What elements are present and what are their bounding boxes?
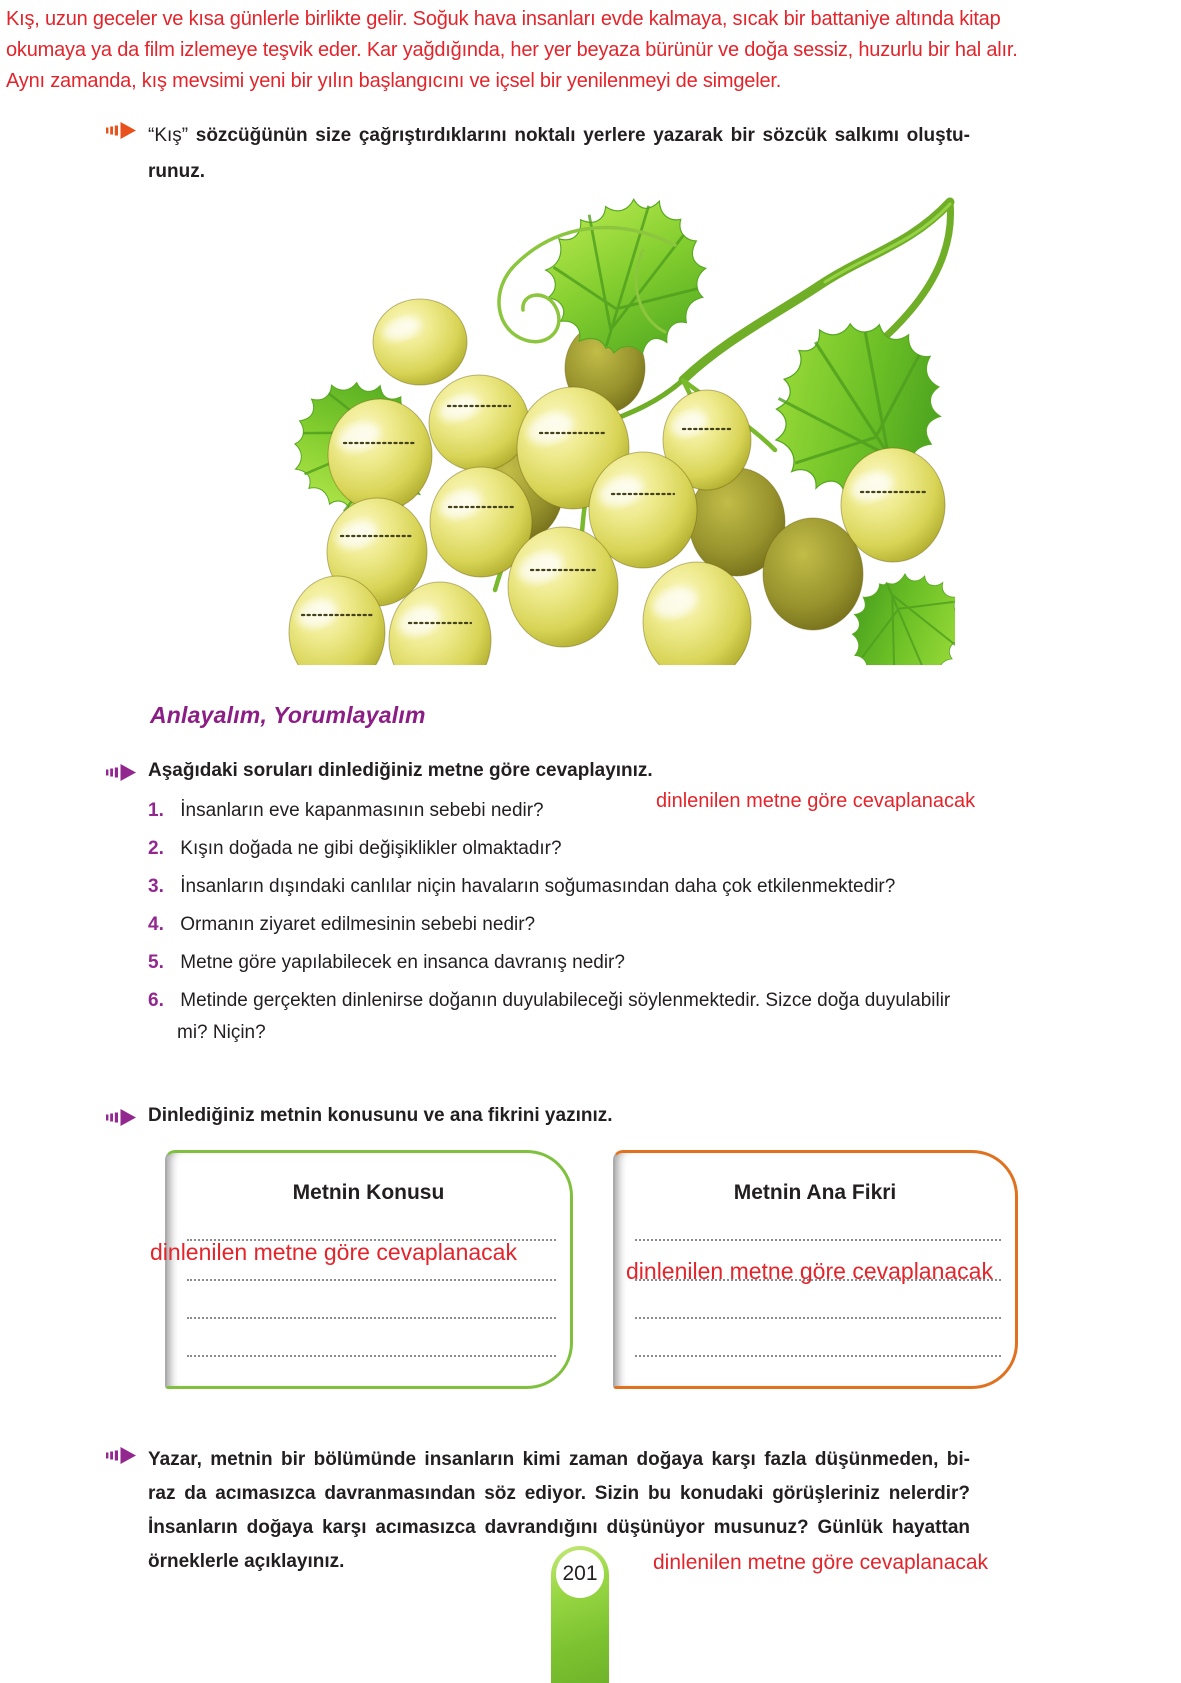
question-number: 2. <box>148 838 164 859</box>
questions-prompt: Aşağıdaki soruları dinlediğiniz metne göre cevaplayınız. <box>148 760 653 781</box>
question-text: İnsanların eve kapanmasının sebebi nedir? <box>180 800 544 821</box>
topic-boxes-prompt: Dinlediğiniz metnin konusunu ve ana fikrini yazınız. <box>148 1105 613 1126</box>
handwritten-annotation: dinlenilen metne göre cevaplanacak <box>656 790 976 812</box>
answer-dotted-line <box>187 1355 556 1357</box>
question-text: Metne göre yapılabilecek en insanca davranış nedir? <box>180 952 625 973</box>
question-text: Ormanın ziyaret edilmesinin sebebi nedir? <box>180 914 536 935</box>
grape-cluster-illustration <box>255 190 955 665</box>
answer-dotted-line <box>635 1355 1001 1357</box>
question-text: Metinde gerçekten dinlenirse doğanın duyulabileceği söylenmektedir. Sizce doğa duyulabilir <box>180 990 951 1011</box>
intro-paragraph <box>6 4 1178 97</box>
handwritten-annotation: dinlenilen metne göre cevaplanacak <box>653 1551 989 1574</box>
bullet-arrow-icon <box>106 764 138 781</box>
word-cluster-prompt: “Kış” sözcüğünün size çağrıştırdıklarını noktalı yerlere yazarak bir sözcük salkımı oluştu- runuz. <box>148 125 970 182</box>
answer-dotted-line <box>635 1317 1001 1319</box>
question-row <box>148 876 895 898</box>
topic-box-title: Metnin Konusu <box>292 1181 445 1204</box>
answer-dotted-line <box>635 1239 1001 1241</box>
bullet-arrow-icon <box>106 122 138 139</box>
page-number-tab <box>551 1546 609 1683</box>
question-number: 3. <box>148 876 164 897</box>
question-number: 4. <box>148 914 164 935</box>
section-heading: Anlayalım, Yorumlayalım <box>150 702 426 728</box>
question-number: 1. <box>148 800 164 821</box>
question-row <box>148 952 625 974</box>
question-text: Kışın doğada ne gibi değişiklikler olmaktadır? <box>180 838 562 859</box>
question-number: 6. <box>148 990 164 1011</box>
bullet-arrow-icon <box>106 1447 138 1464</box>
answer-dotted-line <box>187 1317 556 1319</box>
question-row <box>148 800 544 822</box>
answer-dotted-line <box>187 1279 556 1281</box>
quoted-word: “Kış” <box>148 125 189 146</box>
question-row <box>148 838 562 860</box>
discussion-prompt: Yazar, metnin bir bölümünde insanların kimi zaman doğaya karşı fazla düşünmeden, bi- raz da acımasızca davranmasından söz ediyor. Sizin bu konudaki görüşleriniz nelerdir? İnsanların doğaya karşı acımasızca davrandığını düşünüyor musunuz? Günlük hayattan örneklerle açıklayınız. <box>148 1449 970 1572</box>
bullet-arrow-icon <box>106 1109 138 1126</box>
question-row <box>148 990 950 1012</box>
question-number: 5. <box>148 952 164 973</box>
intro-line: okumaya ya da film izlemeye teşvik eder. Kar yağdığında, her yer beyaza bürünür ve doğa sessiz, huzurlu bir hal alır. <box>6 39 1018 61</box>
question-row <box>148 914 535 936</box>
question-text: İnsanların dışındaki canlılar niçin havaların soğumasından daha çok etkilenmektedir? <box>180 876 896 897</box>
intro-line: Kış, uzun geceler ve kısa günlerle birlikte gelir. Soğuk hava insanları evde kalmaya, sıcak bir battaniye altında kitap <box>6 8 1001 30</box>
topic-box-left <box>165 1150 573 1389</box>
handwritten-annotation: dinlenilen metne göre cevaplanacak <box>626 1258 993 1284</box>
page-number: 201 <box>556 1550 604 1598</box>
question-text-continued: mi? Niçin? <box>177 1022 266 1043</box>
intro-line: Aynı zamanda, kış mevsimi yeni bir yılın başlangıcını ve içsel bir yenilenmeyi de simgeler. <box>6 70 782 92</box>
topic-box-title: Metnin Ana Fikri <box>733 1181 897 1204</box>
handwritten-annotation: dinlenilen metne göre cevaplanacak <box>150 1239 517 1265</box>
